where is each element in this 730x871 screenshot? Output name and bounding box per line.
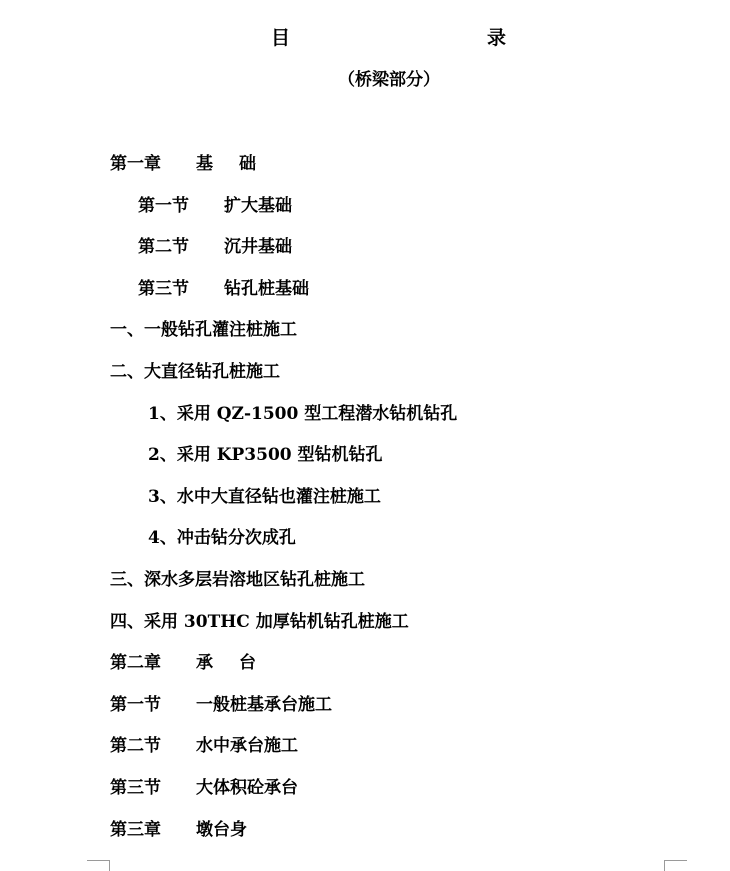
toc-section-2-1 [110,694,332,716]
toc-chapter-2 [110,652,282,674]
toc-subtitle: （桥梁部分） [338,70,440,90]
toc-chapter-1 [110,153,282,175]
toc-text: 墩台身 [196,820,247,840]
toc-text: 大体积砼承台 [196,778,298,798]
toc-label: 第二节 [138,237,189,257]
toc-subitem-1 [148,403,457,425]
toc-item-3 [110,569,365,591]
toc-text: 水中承台施工 [196,736,298,756]
toc-text: 承台 [196,653,282,673]
toc-text: 3、水中大直径钻也灌注桩施工 [148,487,381,507]
toc-label: 第三章 [110,820,161,840]
toc-section-1-3 [138,278,309,300]
toc-item-1 [110,319,297,341]
toc-subitem-4 [148,527,296,549]
toc-label: 第一章 [110,154,161,174]
toc-section-2-3 [110,777,298,799]
toc-text: 二、大直径钻孔桩施工 [110,362,280,382]
page-margin-marker-right [664,860,687,871]
page-margin-marker-left [87,860,110,871]
toc-item-4 [110,611,409,633]
toc-subitem-3 [148,486,381,508]
toc-text: 沉井基础 [224,237,292,257]
toc-section-2-2 [110,735,298,757]
toc-text: 扩大基础 [224,196,292,216]
toc-label: 第一节 [138,196,189,216]
toc-subitem-2 [148,444,383,466]
toc-text: 基础 [196,154,282,174]
toc-text: 钻孔桩基础 [224,279,309,299]
toc-label: 第三节 [138,279,189,299]
toc-title-left: 目 [271,27,291,49]
toc-section-1-1 [138,195,292,217]
toc-text: 一、一般钻孔灌注桩施工 [110,320,297,340]
toc-text: 1、采用 QZ-1500 型工程潜水钻机钻孔 [148,404,458,424]
toc-item-2 [110,361,280,383]
toc-title-right: 录 [487,27,507,49]
toc-label: 第二章 [110,653,161,673]
toc-text: 四、采用 30THC 加厚钻机钻孔桩施工 [110,612,409,632]
toc-label: 第三节 [110,778,161,798]
toc-chapter-3 [110,819,247,841]
toc-text: 一般桩基承台施工 [196,695,332,715]
toc-section-1-2 [138,236,292,258]
toc-label: 第二节 [110,736,161,756]
toc-text: 2、采用 KP3500 型钻机钻孔 [148,445,383,465]
toc-text: 4、冲击钻分次成孔 [148,528,296,548]
toc-label: 第一节 [110,695,161,715]
toc-text: 三、深水多层岩溶地区钻孔桩施工 [110,570,365,590]
